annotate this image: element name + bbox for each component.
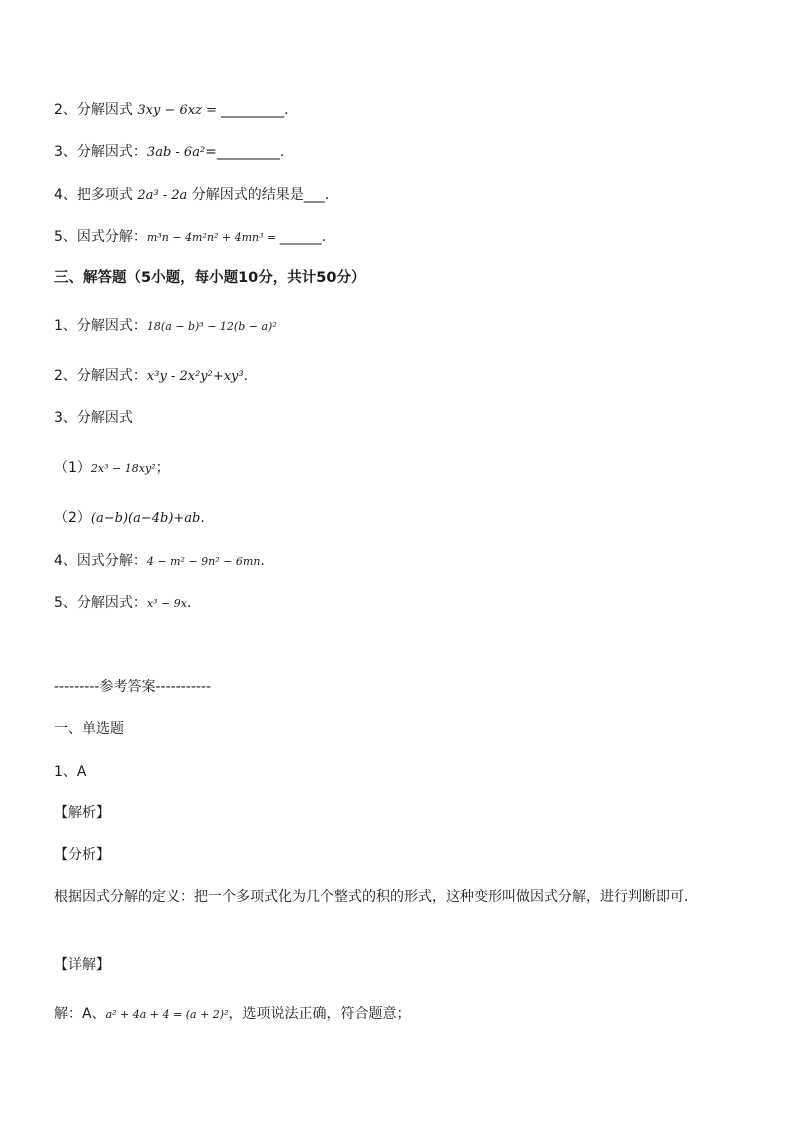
problem-3-part-1 <box>54 458 170 479</box>
math-expression: (a−b)(a−4b)+ab <box>90 511 201 526</box>
solution-prefix: 解：A、 <box>54 1006 106 1022</box>
math-expression: 18(a − b)³ − 12(b − a)² <box>146 320 277 333</box>
problem-3-part-2 <box>54 508 205 529</box>
question-prefix: 1、分解因式： <box>54 318 147 334</box>
question-prefix: 3、分解因式： <box>54 144 147 160</box>
solution-suffix: ，选项说法正确，符合题意； <box>228 1006 411 1022</box>
question-suffix: . <box>200 510 205 526</box>
answer-divider: ---------参考答案----------- <box>54 679 212 695</box>
question-prefix: 5、分解因式： <box>54 595 147 611</box>
math-expression: 2x³ − 18xy² <box>90 462 156 475</box>
question-suffix: ； <box>155 460 170 476</box>
math-expression: m³n − 4m²n² + 4mn³ = <box>146 231 280 244</box>
question-prefix: 5、因式分解： <box>54 229 147 245</box>
analysis-paragraph: 根据因式分解的定义：把一个多项式化为几个整式的积的形式，这种变形叫做因式分解，进行判断即可. <box>54 889 689 905</box>
math-expression: a² + 4a + 4 = (a + 2)² <box>105 1008 229 1021</box>
solution-line <box>54 1004 411 1025</box>
question-prefix: 2、分解因式： <box>54 368 147 384</box>
question-suffix: . <box>260 553 265 569</box>
question-suffix: . <box>324 187 330 203</box>
fill-in-question-2 <box>54 100 289 121</box>
answer-blank: ______ <box>279 229 322 245</box>
problem-3 <box>54 408 133 428</box>
question-prefix: （1） <box>54 460 91 476</box>
math-expression: x³y - 2x²y²+xy³ <box>146 369 244 384</box>
question-prefix: 2、分解因式 <box>54 102 138 118</box>
question-suffix: . <box>284 102 289 118</box>
question-prefix: 3、分解因式 <box>54 410 133 426</box>
question-prefix: （2） <box>54 510 91 526</box>
question-suffix: . <box>243 368 249 384</box>
question-suffix: . <box>186 595 192 611</box>
problem-1 <box>54 316 277 337</box>
question-mid-text: 分解因式的结果是 <box>187 187 304 203</box>
math-expression: 4 − m² − 9n² − 6mn <box>146 555 261 568</box>
fill-in-question-4 <box>54 185 329 206</box>
answer-blank: =_________ <box>205 144 280 160</box>
tag-jiexi: 【解析】 <box>54 805 110 821</box>
answer-blank: _________ <box>221 102 285 118</box>
section-3-title: 三、解答题（5小题，每小题10分，共计50分） <box>54 270 366 286</box>
problem-5 <box>54 593 191 614</box>
math-expression: 3xy − 6xz = <box>137 103 222 118</box>
fill-in-question-3 <box>54 142 284 163</box>
tag-fenxi: 【分析】 <box>54 847 110 863</box>
tag-xiangjie: 【详解】 <box>54 957 110 973</box>
section-1-title: 一、单选题 <box>54 721 124 737</box>
question-prefix: 4、因式分解： <box>54 553 147 569</box>
problem-2 <box>54 366 248 387</box>
math-expression: x³ − 9x <box>146 597 187 610</box>
math-expression: 3ab - 6a² <box>146 145 206 160</box>
question-suffix: . <box>321 229 327 245</box>
problem-4 <box>54 551 265 572</box>
answer-1: 1、A <box>54 764 87 780</box>
answer-blank: ___ <box>303 187 325 203</box>
question-prefix: 4、把多项式 <box>54 187 138 203</box>
fill-in-question-5 <box>54 227 326 248</box>
question-suffix: . <box>279 144 285 160</box>
math-expression: 2a³ - 2a <box>137 188 188 203</box>
